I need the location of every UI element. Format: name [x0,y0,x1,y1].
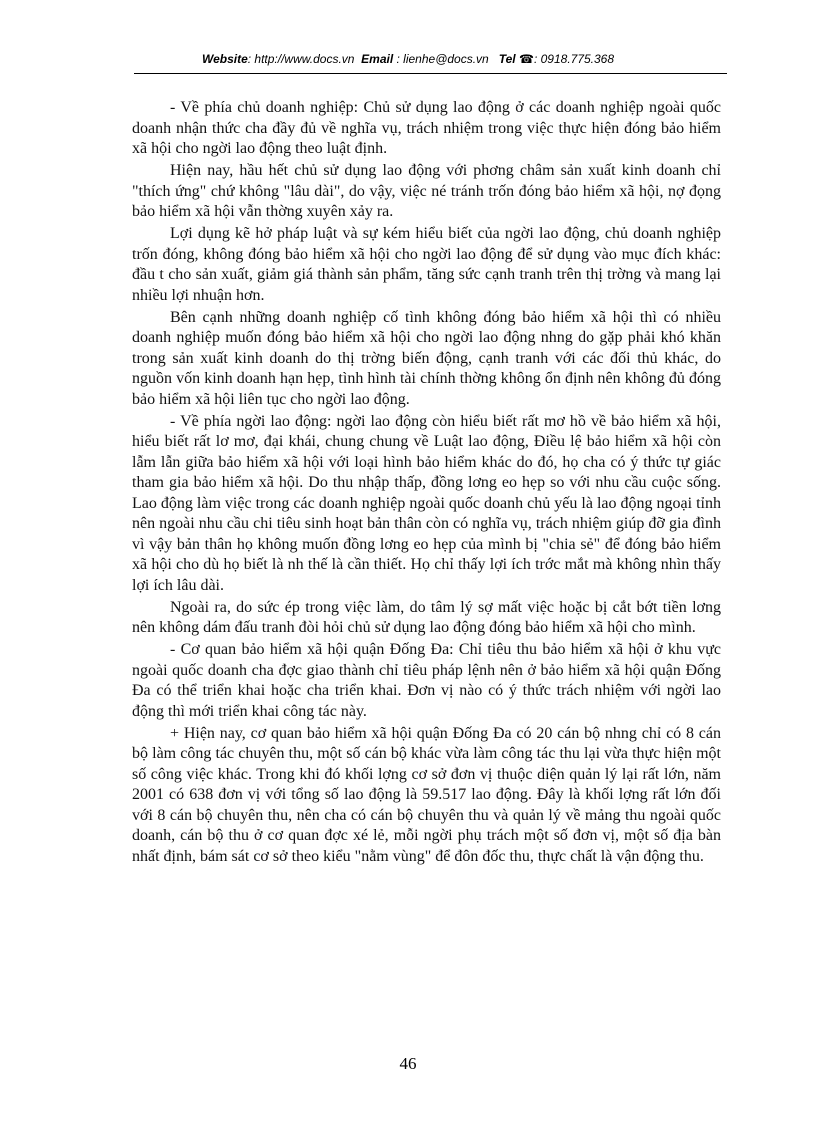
paragraph: Hiện nay, hầu hết chủ sử dụng lao động với phơng châm sản xuất kinh doanh chỉ "thích ứng" chứ không "lâu dài", do vậy, việc né tránh trốn đóng bảo hiểm xã hội, nợ đọng bảo hiểm xã hội vẫn thờng xuyên xảy ra. [132,162,721,220]
paragraph: Ngoài ra, do sức ép trong việc làm, do tâm lý sợ mất việc hoặc bị cắt bớt tiền lơng nên không dám đấu tranh đòi hỏi chủ sử dụng lao động đóng bảo hiểm xã hội cho mình. [132,598,721,636]
paragraph: Lợi dụng kẽ hở pháp luật và sự kém hiểu biết của ngời lao động, chủ doanh nghiệp trốn đóng, không đóng bảo hiểm xã hội cho ngời lao động để sử dụng vào mục đích khác: đầu t cho sản xuất, giảm giá thành sản phẩm, tăng sức cạnh tranh trên thị trờng và mang lại nhiều lợi nhuận hơn. [132,225,721,304]
paragraph: - Về phía chủ doanh nghiệp: Chủ sử dụng lao động ở các doanh nghiệp ngoài quốc doanh nhận thức cha đầy đủ về nghĩa vụ, trách nhiệm trong việc thực hiện đóng bảo hiểm xã hội cho ngời lao động theo luật định. [132,99,721,157]
email-label: Email [361,52,394,66]
paragraph: + Hiện nay, cơ quan bảo hiểm xã hội quận Đống Đa có 20 cán bộ nhng chỉ có 8 cán bộ làm công tác chuyên thu, một số cán bộ khác vừa làm công tác thu lại vừa thực hiện một số công việc khác. Trong khi đó khối lợng cơ sở đơn vị thuộc diện quản lý lại rất lớn, năm 2001 có 638 đơn vị với tổng số lao động là 59.517 lao động. Đây là khối lợng rất lớn đối với 8 cán bộ chuyên thu, nên cha có cán bộ chuyên thu và quản lý về mảng thu ngoài quốc doanh, cán bộ thu ở cơ quan đợc xé lẻ, mỗi ngời phụ trách một số đơn vị, một số địa bàn nhất định, bám sát cơ sở theo kiểu "nằm vùng" để đôn đốc thu, thực chất là vận động thu. [132,724,721,865]
paragraph: Bên cạnh những doanh nghiệp cố tình không đóng bảo hiểm xã hội thì có nhiều doanh nghiệp muốn đóng bảo hiểm xã hội cho ngời lao động nhng do gặp phải khó khăn trong sản xuất kinh doanh do thị trờng biến động, cạnh tranh với các đối thủ khác, do nguồn vốn kinh doanh hạn hẹp, tình hình tài chính thờng không ổn định nên không đủ đóng bảo hiểm xã hội liên tục cho ngời lao động. [132,308,721,408]
paragraph: - Về phía ngời lao động: ngời lao động còn hiểu biết rất mơ hồ về bảo hiểm xã hội, hiểu biết rất lơ mơ, đại khái, chung chung về Luật lao động, Điều lệ bảo hiểm xã hội còn lẫm lẫn giữa bảo hiểm xã hội với loại hình bảo hiểm khác do đó, họ cha có ý thức tự giác tham gia bảo hiểm xã hội. Do thu nhập thấp, đồng lơng eo hẹp so với nhu cầu cuộc sống. Lao động làm việc trong các doanh nghiệp ngoài quốc doanh chủ yếu là lao động ngoại tỉnh nên ngoài nhu cầu chi tiêu sinh hoạt bản thân còn có nghĩa vụ, trách nhiệm giúp đỡ gia đình vì vậy bản thân họ không muốn đồng lơng eo hẹp của mình bị "chia sẻ" để đóng bảo hiểm xã hội cho dù họ biết là nh thế là cần thiết. Họ chỉ thấy lợi ích trớc mắt mà không nhìn thấy lợi ích lâu dài. [132,412,721,594]
paragraph: - Cơ quan bảo hiểm xã hội quận Đống Đa: Chỉ tiêu thu bảo hiểm xã hội ở khu vực ngoài quốc doanh cha đợc giao thành chỉ tiêu pháp lệnh nên ở bảo hiểm xã hội quận Đống Đa có thể triển khai hoặc cha triển khai. Đơn vị nào có ý thức trách nhiệm với ngời lao động thì mới triển khai công tác này. [132,641,721,720]
website-value: : http://www.docs.vn [247,52,355,66]
website-label: Website [201,52,248,66]
tel-value: : 0918.775.368 [533,52,615,66]
page-header [0,52,816,66]
tel-label: Tel [498,52,516,66]
email-value: : lienhe@docs.vn [396,52,489,66]
header-rule [134,73,727,74]
page-number: 46 [399,1054,417,1073]
document-body [132,98,721,869]
phone-icon: ☎ [519,52,534,66]
